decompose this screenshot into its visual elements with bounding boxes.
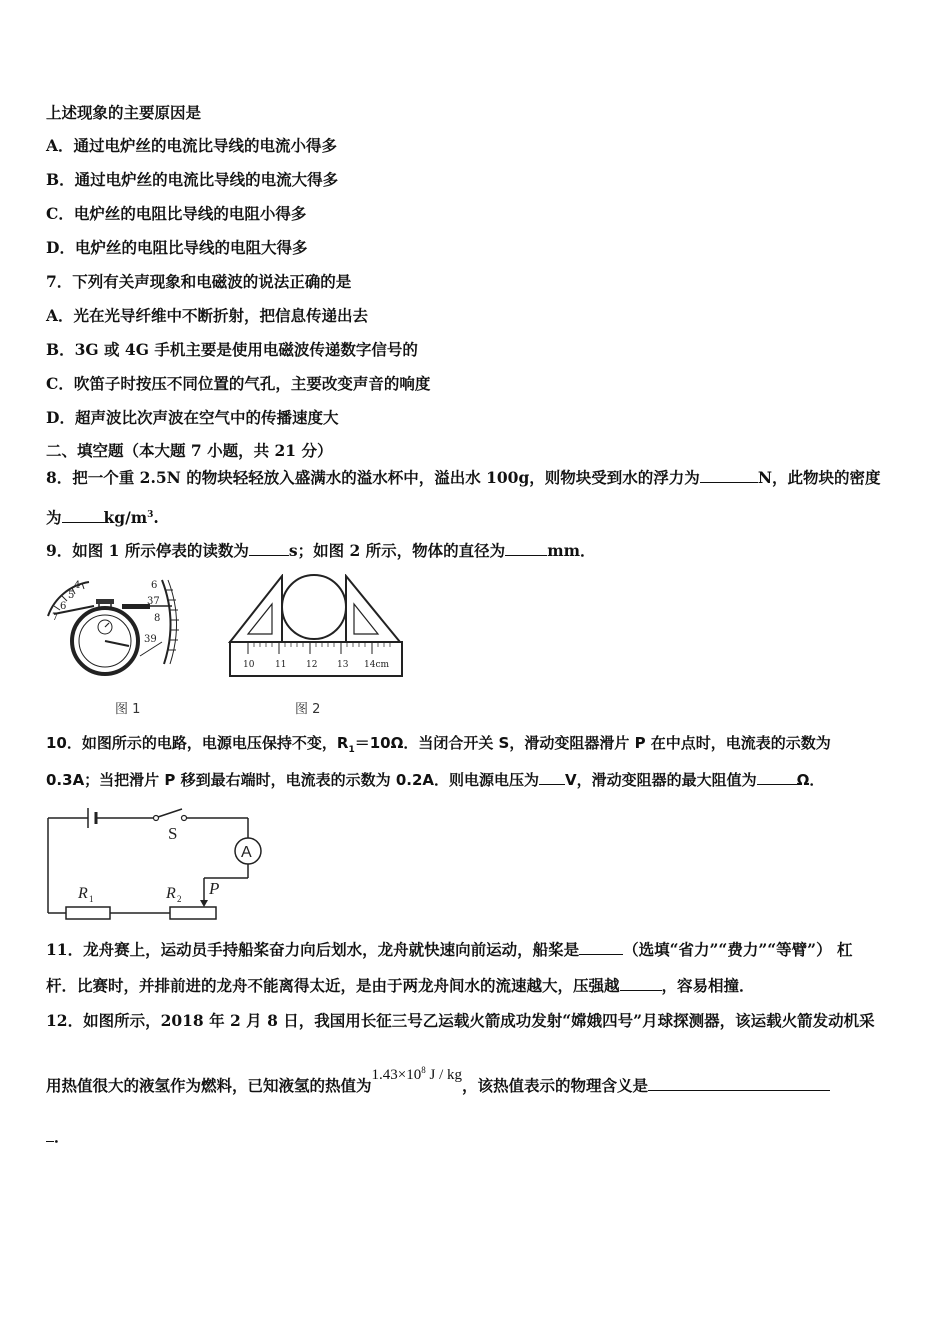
ruler-label-14cm: 14cm [364,660,390,670]
q11-text-3: 杆．比赛时，并排前进的龙舟不能离得太近，是由于两龙舟间水的流速越大，压强越 [46,976,620,995]
scale-label-6: 6 [151,580,158,591]
q11-text-4: ，容易相撞． [661,976,755,995]
q12-text-4: ． [54,1127,70,1146]
q11-blank-lever[interactable] [579,939,623,955]
dial-label-7: 7 [52,612,59,623]
slider-arrow [200,900,208,907]
section2-title: 二、填空题（本大题 7 小题，共 21 分） [46,441,333,460]
q9-text-3: mm． [547,541,596,560]
q8-blank-density[interactable] [62,507,104,523]
q10-text-1: 10．如图所示的电路，电源电压保持不变，R [46,734,349,752]
q11-blank-pressure[interactable] [620,975,662,991]
q9-text-1: 9．如图 1 所示停表的读数为 [46,541,249,560]
q8-text-1: 8．把一个重 2.5N 的物块轻轻放入盛满水的溢水杯中，溢出水 100g，则物块受到水的浮力为 [46,468,700,487]
q6-option-d: D．电炉丝的电阻比导线的电阻大得多 [46,238,308,257]
scale-label-39: 39 [144,634,157,645]
q8-unit-exponent: 3 [147,510,154,520]
q8-text-5: . [153,508,159,528]
q7-option-b: B．3G 或 4G 手机主要是使用电磁波传递数字信号的 [46,340,418,359]
q10-r1-subscript: 1 [348,745,355,755]
ruler-label-10: 10 [243,660,255,670]
q12-blank-meaning-cont[interactable] [46,1126,54,1142]
q12-line3 [46,1126,70,1147]
ruler-label-13: 13 [337,660,349,670]
r2-subscript: 2 [177,894,182,904]
q12-text-2: 用热值很大的液氢作为燃料，已知液氢的热值为 [46,1076,372,1095]
q6-option-b: B．通过电炉丝的电流比导线的电流大得多 [46,170,339,189]
rheostat-r2 [170,907,216,919]
dial-label-6: 6 [60,601,67,612]
formula-main: 1.43×10 [371,1067,422,1083]
q11-text-2: （选填“省力”“费力”“等臂”） 杠 [623,940,853,959]
q7-option-d: D．超声波比次声波在空气中的传播速度大 [46,408,339,427]
q7-stem: 7．下列有关声现象和电磁波的说法正确的是 [46,272,352,291]
dial-label-5: 5 [68,590,75,601]
q10-text-2: ＝10Ω．当闭合开关 S，滑动变阻器滑片 P 在中点时，电流表的示数为 [354,734,831,752]
q10-line1 [46,733,831,760]
q8-text-3: 为 [46,508,62,528]
q8-line2 [46,505,159,528]
q12-text-3: ，该热值表示的物理含义是 [462,1076,649,1095]
q6-option-a: A．通过电炉丝的电流比导线的电流小得多 [46,136,338,155]
q8-text-4: kg/m [103,508,148,528]
q7-option-a: A．光在光导纤维中不断折射，把信息传递出去 [46,306,369,325]
q10-text-4: V，滑动变阻器的最大阻值为 [565,771,757,789]
q7-option-c: C．吹笛子时按压不同位置的气孔，主要改变声音的响度 [46,374,431,393]
ruler-figure [228,574,408,682]
q12-line1: 12．如图所示，2018 年 2 月 8 日，我国用长征三号乙运载火箭成功发射“嫦娥四号”月球探测器，该运载火箭发动机采 [46,1011,875,1030]
figure-2-caption: 图 2 [295,702,321,717]
q12-blank-meaning[interactable] [648,1075,830,1091]
q12-line2 [46,1065,830,1097]
ruler-label-11: 11 [275,660,287,670]
slider-label: P [209,879,220,898]
heat-value-formula [372,1067,462,1083]
q10-blank-voltage[interactable] [539,769,565,785]
q8-line1 [46,467,880,488]
figure-1-caption: 图 1 [115,702,141,717]
q8-blank-buoyancy[interactable] [700,467,758,483]
switch-blade [158,809,182,817]
r1-subscript: 1 [89,894,94,904]
circuit-diagram [44,806,266,926]
scale-label-8: 8 [154,613,161,624]
resistor-r1 [66,907,110,919]
ruler-label-12: 12 [306,660,318,670]
q10-text-5: Ω． [796,771,825,789]
q6-stem-end: 上述现象的主要原因是 [46,103,202,122]
q11-text-1: 11．龙舟赛上，运动员手持船桨奋力向后划水，龙舟就快速向前运动，船桨是 [46,940,580,959]
q8-text-2: N，此物块的密度 [757,468,881,487]
formula-unit: J / kg [429,1067,462,1083]
switch-label: S [168,824,178,843]
q9-blank-stopwatch[interactable] [249,540,289,556]
q9-line [46,540,596,561]
q9-text-2: s；如图 2 所示，物体的直径为 [288,541,506,560]
ammeter-label: A [241,844,252,861]
dial-label-4: 4 [74,580,81,591]
q10-line2 [46,769,824,790]
r1-label: R [78,885,88,902]
q10-blank-resistance[interactable] [757,769,797,785]
q10-text-3: 0.3A；当把滑片 P 移到最右端时，电流表的示数为 0.2A．则电源电压为 [46,771,540,789]
r2-label: R [166,885,176,902]
stopwatch-figure [44,576,194,696]
q11-line2 [46,975,755,996]
scale-label-37: 37 [147,596,160,607]
q9-blank-diameter[interactable] [505,540,547,556]
formula-exponent: 8 [421,1065,426,1075]
q6-option-c: C．电炉丝的电阻比导线的电阻小得多 [46,204,307,223]
q11-line1 [46,939,852,960]
